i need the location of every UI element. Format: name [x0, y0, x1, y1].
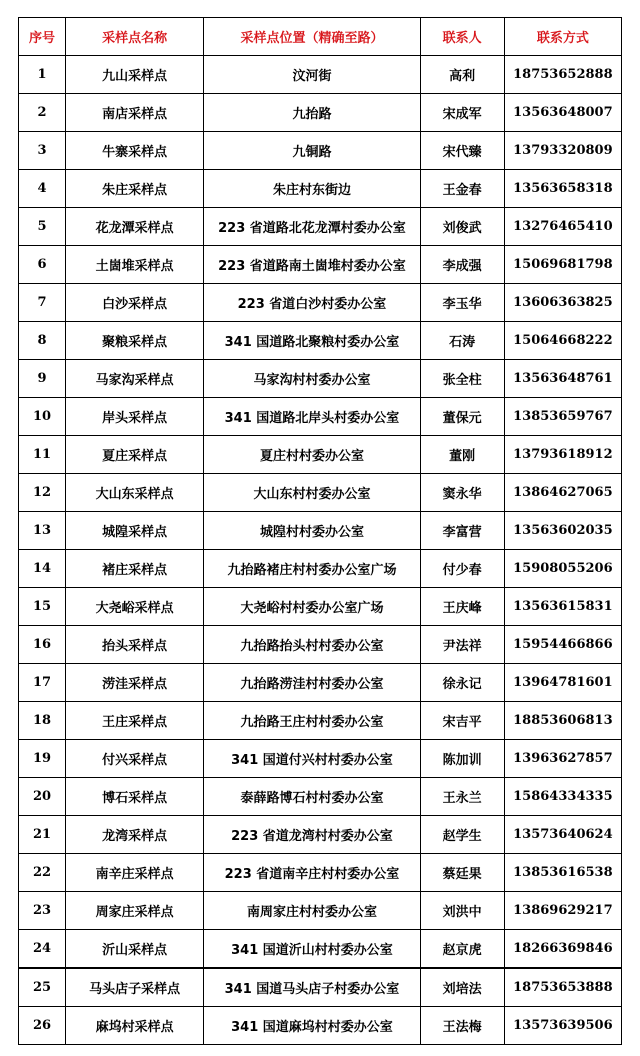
table-row: [19, 664, 622, 702]
table-row: [19, 740, 622, 778]
cell-location: 341 国道麻坞村村委办公室: [204, 1007, 420, 1045]
cell-phone: 13963627857: [504, 740, 621, 778]
cell-contact: 窦永华: [420, 474, 504, 512]
cell-contact: 宋吉平: [420, 702, 504, 740]
cell-no: 8: [19, 322, 66, 360]
sampling-points-table-continued: [18, 968, 622, 1045]
table-row: [19, 854, 622, 892]
cell-contact: 赵学生: [420, 816, 504, 854]
cell-name: 付兴采样点: [66, 740, 204, 778]
cell-no: 17: [19, 664, 66, 702]
cell-phone: 18853606813: [504, 702, 621, 740]
table-row: [19, 702, 622, 740]
cell-name: 南店采样点: [66, 94, 204, 132]
cell-name: 大山东采样点: [66, 474, 204, 512]
cell-no: 15: [19, 588, 66, 626]
cell-location: 九抬路抬头村村委办公室: [204, 626, 420, 664]
cell-name: 牛寨采样点: [66, 132, 204, 170]
cell-phone: 13853659767: [504, 398, 621, 436]
cell-name: 大尧峪采样点: [66, 588, 204, 626]
cell-contact: 石涛: [420, 322, 504, 360]
cell-contact: 尹法祥: [420, 626, 504, 664]
cell-location: 九铜路: [204, 132, 420, 170]
cell-phone: 18266369846: [504, 930, 621, 968]
cell-no: 14: [19, 550, 66, 588]
cell-name: 土崮堆采样点: [66, 246, 204, 284]
table-row: [19, 284, 622, 322]
table-row: [19, 778, 622, 816]
cell-name: 涝洼采样点: [66, 664, 204, 702]
table-row: [19, 550, 622, 588]
cell-phone: 15864334335: [504, 778, 621, 816]
cell-contact: 张全柱: [420, 360, 504, 398]
cell-phone: 18753653888: [504, 969, 621, 1007]
cell-contact: 陈加训: [420, 740, 504, 778]
cell-contact: 王永兰: [420, 778, 504, 816]
cell-location: 341 国道路北岸头村委办公室: [204, 398, 420, 436]
cell-name: 夏庄采样点: [66, 436, 204, 474]
cell-location: 341 国道路北聚粮村委办公室: [204, 322, 420, 360]
cell-no: 11: [19, 436, 66, 474]
cell-phone: 15069681798: [504, 246, 621, 284]
cell-phone: 15954466866: [504, 626, 621, 664]
cell-no: 1: [19, 56, 66, 94]
cell-contact: 刘洪中: [420, 892, 504, 930]
header-no: 序号: [19, 18, 66, 56]
cell-contact: 高利: [420, 56, 504, 94]
cell-name: 朱庄采样点: [66, 170, 204, 208]
cell-no: 25: [19, 969, 66, 1007]
cell-location: 九抬路: [204, 94, 420, 132]
cell-no: 19: [19, 740, 66, 778]
table-row: [19, 892, 622, 930]
cell-phone: 13563602035: [504, 512, 621, 550]
cell-location: 马家沟村村委办公室: [204, 360, 420, 398]
cell-no: 12: [19, 474, 66, 512]
cell-phone: 13964781601: [504, 664, 621, 702]
cell-contact: 董刚: [420, 436, 504, 474]
cell-phone: 13563615831: [504, 588, 621, 626]
table-row: [19, 588, 622, 626]
table-row: [19, 474, 622, 512]
cell-no: 4: [19, 170, 66, 208]
cell-name: 岸头采样点: [66, 398, 204, 436]
table-row: [19, 512, 622, 550]
cell-name: 王庄采样点: [66, 702, 204, 740]
cell-phone: 13853616538: [504, 854, 621, 892]
cell-no: 18: [19, 702, 66, 740]
table-header-row: [19, 18, 622, 56]
header-phone: 联系方式: [504, 18, 621, 56]
cell-phone: 13869629217: [504, 892, 621, 930]
cell-name: 马家沟采样点: [66, 360, 204, 398]
cell-no: 26: [19, 1007, 66, 1045]
cell-location: 泰薛路博石村村委办公室: [204, 778, 420, 816]
cell-location: 夏庄村村委办公室: [204, 436, 420, 474]
table-row: [19, 132, 622, 170]
cell-no: 3: [19, 132, 66, 170]
table-row: [19, 816, 622, 854]
cell-no: 21: [19, 816, 66, 854]
cell-location: 341 国道沂山村村委办公室: [204, 930, 420, 968]
cell-phone: 13573639506: [504, 1007, 621, 1045]
cell-phone: 13573640624: [504, 816, 621, 854]
header-contact: 联系人: [420, 18, 504, 56]
table-row: [19, 969, 622, 1007]
table-row: [19, 208, 622, 246]
table-row: [19, 246, 622, 284]
cell-no: 5: [19, 208, 66, 246]
cell-location: 汶河街: [204, 56, 420, 94]
cell-name: 沂山采样点: [66, 930, 204, 968]
cell-name: 九山采样点: [66, 56, 204, 94]
cell-name: 白沙采样点: [66, 284, 204, 322]
cell-name: 周家庄采样点: [66, 892, 204, 930]
cell-contact: 刘培法: [420, 969, 504, 1007]
cell-contact: 宋成军: [420, 94, 504, 132]
cell-no: 9: [19, 360, 66, 398]
table-row: [19, 436, 622, 474]
sampling-points-table: [18, 17, 622, 968]
cell-no: 13: [19, 512, 66, 550]
cell-phone: 15908055206: [504, 550, 621, 588]
cell-phone: 13793320809: [504, 132, 621, 170]
cell-contact: 李成强: [420, 246, 504, 284]
cell-no: 23: [19, 892, 66, 930]
cell-no: 20: [19, 778, 66, 816]
cell-phone: 18753652888: [504, 56, 621, 94]
cell-contact: 宋代臻: [420, 132, 504, 170]
cell-phone: 13563658318: [504, 170, 621, 208]
cell-contact: 李玉华: [420, 284, 504, 322]
cell-name: 马头店子采样点: [66, 969, 204, 1007]
cell-no: 22: [19, 854, 66, 892]
cell-contact: 董保元: [420, 398, 504, 436]
cell-contact: 徐永记: [420, 664, 504, 702]
cell-no: 10: [19, 398, 66, 436]
cell-contact: 王庆峰: [420, 588, 504, 626]
cell-name: 城隍采样点: [66, 512, 204, 550]
cell-contact: 王金春: [420, 170, 504, 208]
cell-location: 223 省道白沙村委办公室: [204, 284, 420, 322]
cell-contact: 李富营: [420, 512, 504, 550]
header-name: 采样点名称: [66, 18, 204, 56]
cell-location: 223 省道路北花龙潭村委办公室: [204, 208, 420, 246]
cell-location: 九抬路褚庄村村委办公室广场: [204, 550, 420, 588]
cell-contact: 刘俊武: [420, 208, 504, 246]
cell-name: 龙湾采样点: [66, 816, 204, 854]
cell-location: 341 国道付兴村村委办公室: [204, 740, 420, 778]
cell-location: 大尧峪村村委办公室广场: [204, 588, 420, 626]
cell-contact: 蔡廷果: [420, 854, 504, 892]
table-row: [19, 1007, 622, 1045]
cell-contact: 王法梅: [420, 1007, 504, 1045]
table-row: [19, 398, 622, 436]
table-row: [19, 94, 622, 132]
cell-no: 7: [19, 284, 66, 322]
cell-name: 博石采样点: [66, 778, 204, 816]
table-row: [19, 360, 622, 398]
cell-no: 16: [19, 626, 66, 664]
cell-location: 341 国道马头店子村委办公室: [204, 969, 420, 1007]
cell-phone: 13864627065: [504, 474, 621, 512]
cell-location: 九抬路王庄村村委办公室: [204, 702, 420, 740]
cell-phone: 13606363825: [504, 284, 621, 322]
cell-phone: 13793618912: [504, 436, 621, 474]
cell-location: 九抬路涝洼村村委办公室: [204, 664, 420, 702]
table-row: [19, 626, 622, 664]
header-location: 采样点位置（精确至路）: [204, 18, 420, 56]
cell-name: 花龙潭采样点: [66, 208, 204, 246]
cell-location: 223 省道路南土崮堆村委办公室: [204, 246, 420, 284]
cell-location: 城隍村村委办公室: [204, 512, 420, 550]
cell-no: 2: [19, 94, 66, 132]
cell-location: 南周家庄村村委办公室: [204, 892, 420, 930]
cell-name: 南辛庄采样点: [66, 854, 204, 892]
cell-name: 聚粮采样点: [66, 322, 204, 360]
cell-phone: 13563648007: [504, 94, 621, 132]
cell-phone: 13276465410: [504, 208, 621, 246]
cell-phone: 13563648761: [504, 360, 621, 398]
cell-name: 抬头采样点: [66, 626, 204, 664]
cell-name: 麻坞村采样点: [66, 1007, 204, 1045]
table-row: [19, 170, 622, 208]
cell-location: 大山东村村委办公室: [204, 474, 420, 512]
table-row: [19, 322, 622, 360]
cell-no: 24: [19, 930, 66, 968]
cell-location: 朱庄村东街边: [204, 170, 420, 208]
table-row: [19, 930, 622, 968]
cell-location: 223 省道南辛庄村村委办公室: [204, 854, 420, 892]
cell-contact: 赵京虎: [420, 930, 504, 968]
cell-contact: 付少春: [420, 550, 504, 588]
table-row: [19, 56, 622, 94]
cell-location: 223 省道龙湾村村委办公室: [204, 816, 420, 854]
cell-phone: 15064668222: [504, 322, 621, 360]
cell-name: 褚庄采样点: [66, 550, 204, 588]
cell-no: 6: [19, 246, 66, 284]
